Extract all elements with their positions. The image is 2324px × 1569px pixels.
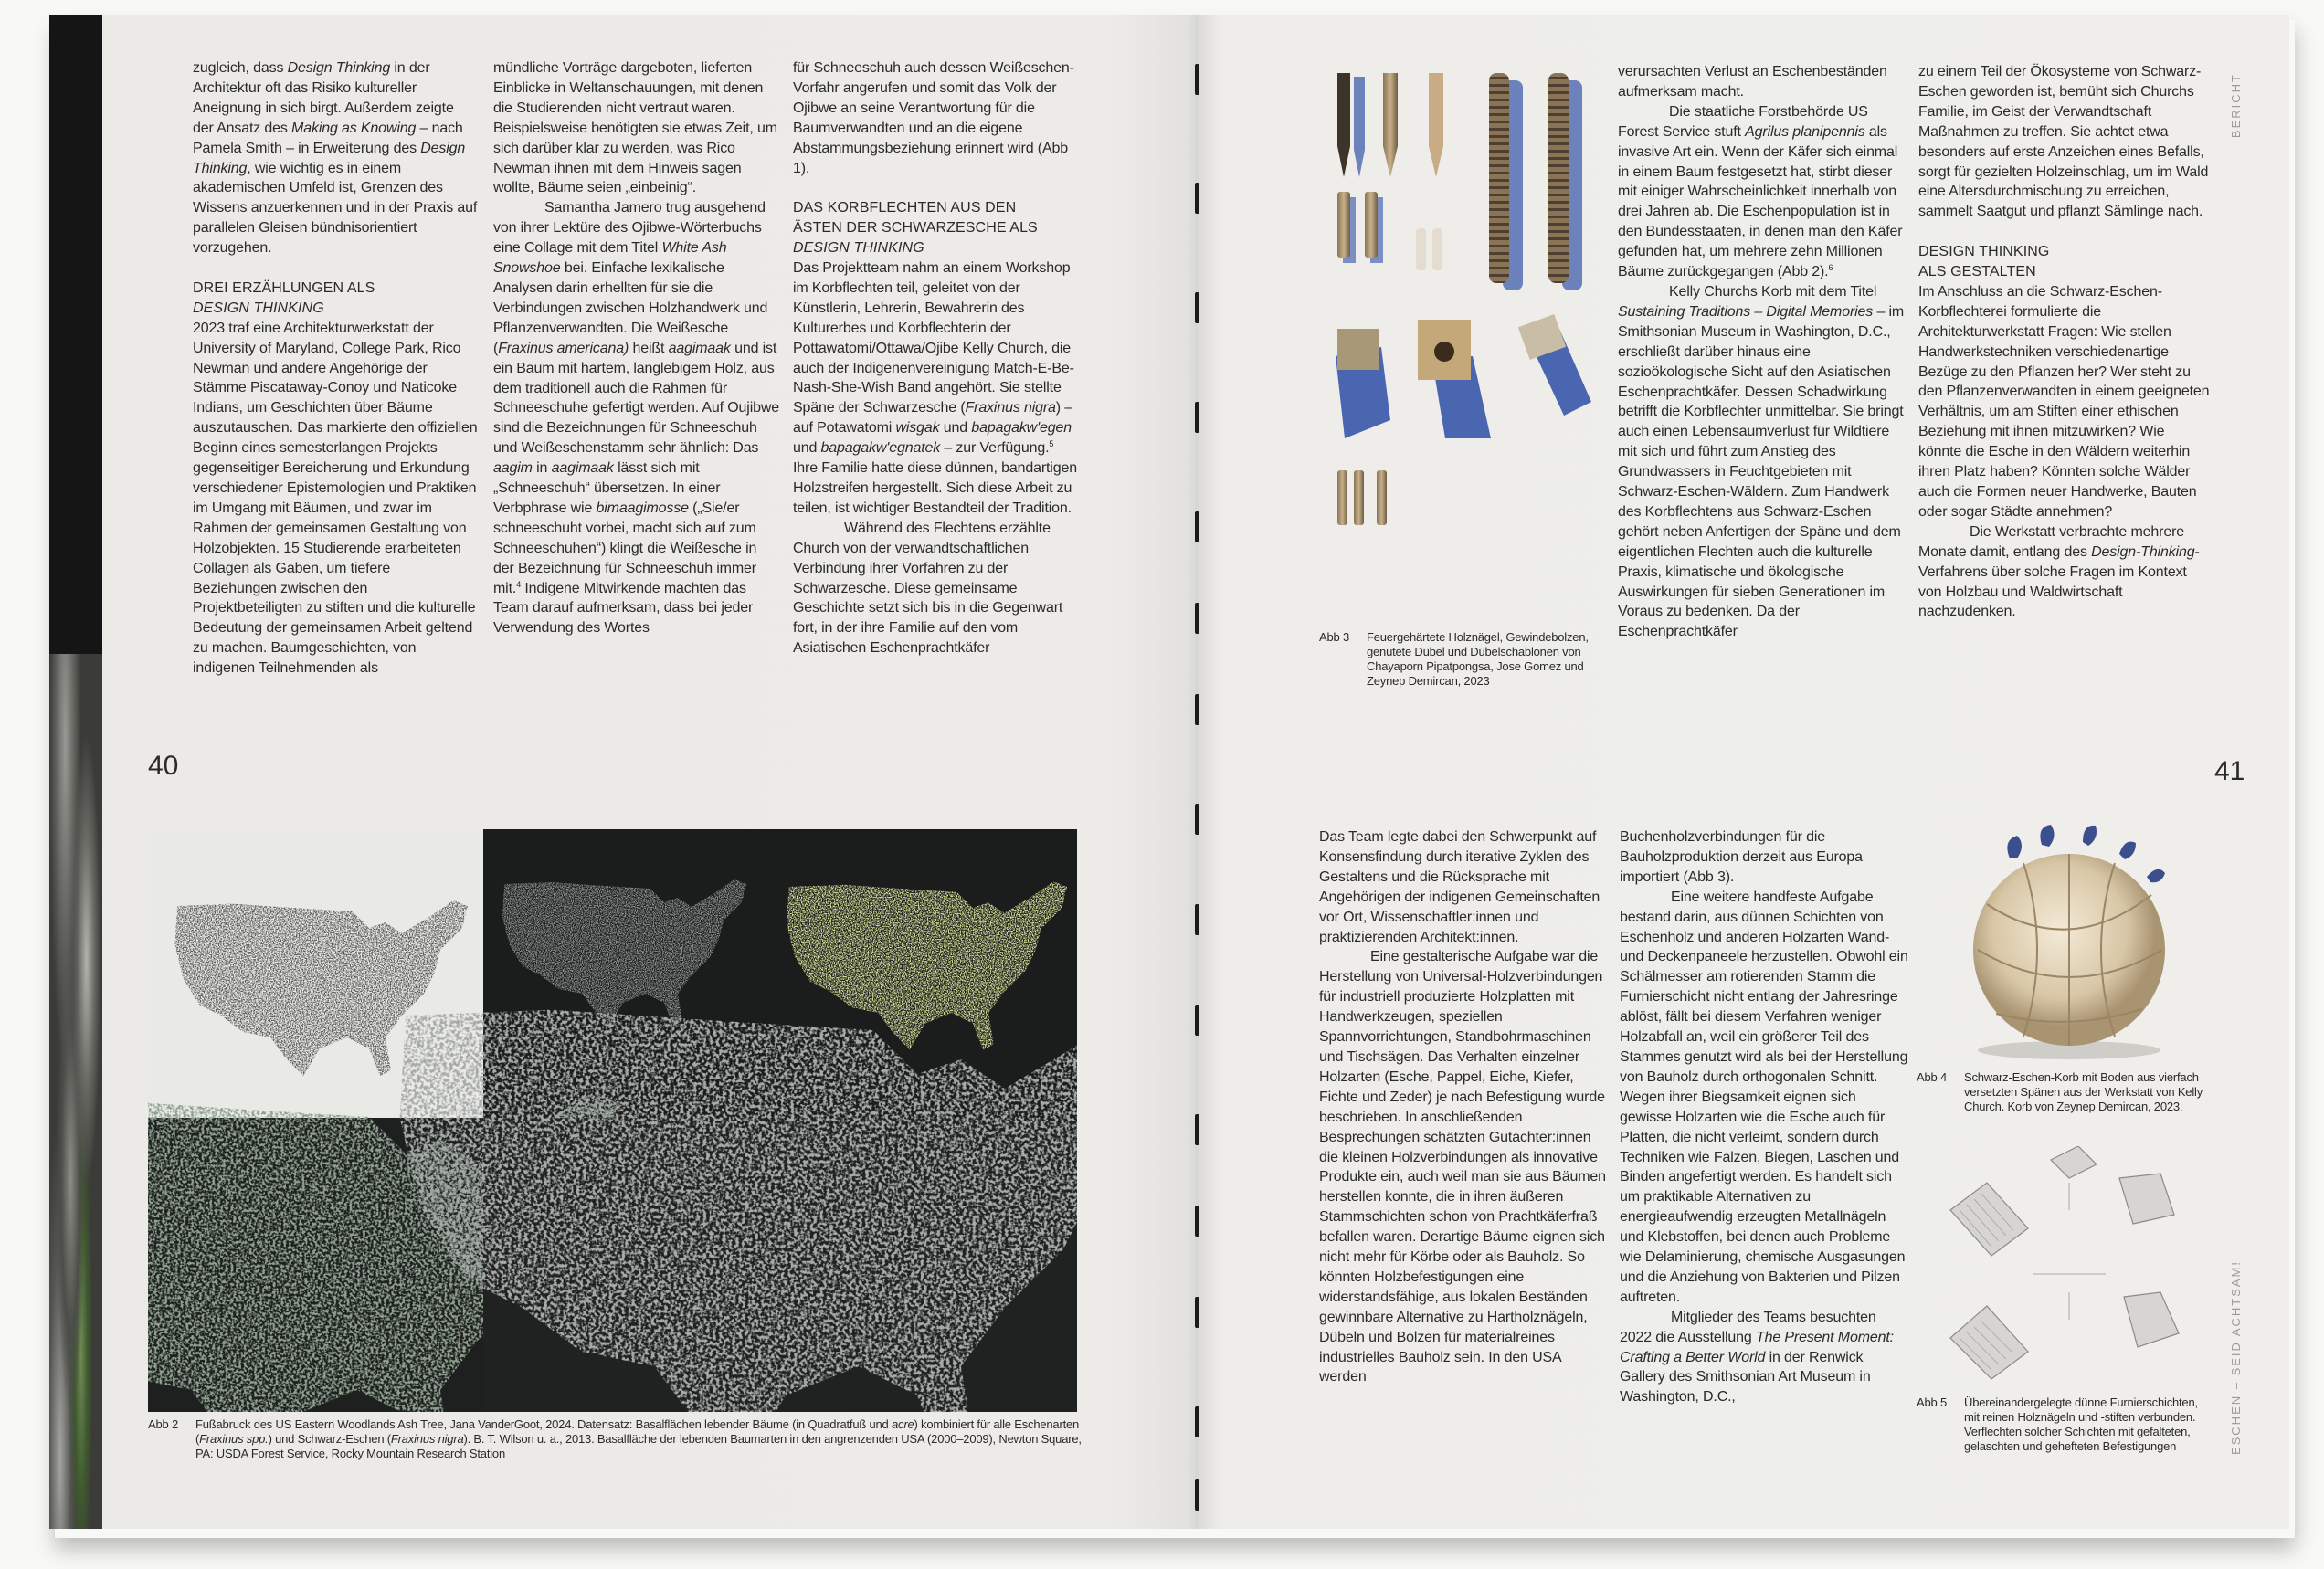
- text-run: Im Anschluss an die Schwarz-Eschen-Korbflechterei formulierte die Architekturwerkstatt Fragen: Wie stellen Handwerkstechniken verschiedenartige Bezüge zu den Pflanzen her? Wer steht zu den Pflanzenverwandten in einem geeigneten Verhältnis, um am Stiften einer ethischen Beziehung mit ihnen mitzuwirken? Wie könnte die Esche in den Wäldern weiterhin ihren Platz haben? Könnten solche Wälder auch die Formen neuer Handwerke, Bauten oder sogar Städte annehmen?: [1918, 283, 2210, 520]
- text-run: DESIGN THINKING: [793, 240, 924, 257]
- text-run: Feuergehärtete Holznägel, Gewindebolzen, genutete Dübel und Dübelschablonen von Chayaporn Pipatpongsa, Jose Gomez und Zeynep Demircan, 2023: [1367, 630, 1589, 688]
- text-run: Fraxinus americana): [498, 340, 629, 356]
- text-run: bapagakw'egnatek: [820, 440, 941, 457]
- rock-photo: [49, 654, 102, 1529]
- text-run: und: [939, 420, 972, 437]
- caption-text: [1964, 1395, 2213, 1454]
- page-number-right: 41: [2214, 756, 2245, 786]
- text-run: zu einem Teil der Ökosysteme von Schwarz-Eschen geworden ist, bemüht sich Churchs Familie, im Geist der Verwandtschaft Maßnahmen zu treffen. Sie achtet etwa besonders auf erste Anzeichen eines Befalls, sorgt für gezielten Holzeinschlag, um im Wald eine Altersdurchmischung zu erreichen, sammelt Saatgut und pflanzt Sämlinge nach.: [1918, 64, 2209, 220]
- text-run: – nach Pamela Smith – in Erweiterung des: [193, 120, 463, 156]
- left-column-3: [793, 58, 1080, 658]
- binding-stitch: [1195, 1114, 1199, 1145]
- text-run: DESIGN THINKING: [1918, 244, 2050, 260]
- text-run: Mitglieder des Teams besuchten 2022 die Ausstellung: [1620, 1309, 1876, 1345]
- text-run: aagim: [493, 460, 533, 477]
- caption-label: Abb 2: [148, 1417, 178, 1431]
- text-run: Agrilus planipennis: [1745, 123, 1865, 140]
- left-column-2: [493, 58, 780, 638]
- veneer-layers-diagram: [1941, 1146, 2206, 1393]
- binding-stitch: [1195, 904, 1199, 935]
- paragraph: [1319, 947, 1610, 1387]
- threaded-bolts: [1489, 73, 1582, 290]
- text-run: Die staatliche Forstbehörde US Forest Service stuft: [1618, 103, 1868, 140]
- text-run: zugleich, dass: [193, 60, 288, 76]
- text-run: Kelly Churchs Korb mit dem Titel: [1669, 283, 1877, 300]
- section-heading: [1918, 242, 2211, 282]
- text-run: in: [532, 460, 552, 477]
- text-run: Samantha Jamero trug ausgehend von ihrer Lektüre des Ojibwe-Wörterbuchs eine Collage mit dem Titel: [493, 200, 766, 257]
- text-run: – im Smithsonian Museum in Washington, D.C., erschließt darüber hinaus eine sozioökologische Sicht auf den Asiatischen Eschenprachtkäfer. Dessen Schadwirkung betrifft die Korbflechter unmittelbar. Sie bringt auch einen Lebensaumverlust für Wildtiere mit sich und führt zum Anstieg des Grundwassers in Feuchtgebieten mit Schwarz-Eschen-Wäldern. Zum Handwerk des Korbflechtens aus Schwarz-Eschen gehört neben Anfertigen der Späne und dem eigentlichen Flechten auch die kulturelle Praxis, klimatische und ökologische Auswirkungen für sieben Generationen im Voraus zu bedenken. Da der Eschenprachtkäfer: [1618, 303, 1905, 640]
- black-ash-basket-photo: [1923, 822, 2206, 1064]
- paragraph: [1620, 1308, 1910, 1408]
- background-rock-edge: [49, 15, 102, 1529]
- text-run: für Schneeschuh auch dessen Weißeschen-Vorfahr angerufen und somit das Volk der Ojibwe an seine Verantwortung für die Baumverwandten und an die eigene Abstammungsbeziehung erinnert wird (Abb 1).: [793, 60, 1074, 176]
- binding-stitch: [1195, 402, 1199, 433]
- text-run: DREI ERZÄHLUNGEN ALS: [193, 279, 375, 296]
- paragraph: [793, 258, 1080, 519]
- text-run: DAS KORBFLECHTEN AUS DEN: [793, 200, 1017, 216]
- paragraph: [1618, 282, 1908, 642]
- text-run: Making as Knowing: [291, 120, 417, 136]
- text-run: bapagakw'egen: [971, 420, 1072, 437]
- text-run: aagimaak: [551, 460, 614, 477]
- caption-abb4: [1917, 1070, 2213, 1114]
- caption-text: [1964, 1070, 2213, 1114]
- text-run: lässt sich mit „Schneeschuh“ übersetzen. In einer Verbphrase wie: [493, 460, 721, 516]
- text-run: („Sie/er schneeschuht vorbei, macht sich auf zum Schneeschuhen“) klingt die Weißesche in der Bezeichnung für Schneeschuh immer mit.: [493, 500, 757, 596]
- right-bottom-column-1: [1319, 827, 1610, 1387]
- text-run: Fraxinus nigra: [390, 1432, 464, 1446]
- paragraph: [1918, 62, 2211, 222]
- caption-abb3: [1319, 630, 1616, 689]
- text-run: bimaagimosse: [596, 500, 689, 516]
- section-heading: [193, 279, 478, 319]
- text-run: Indigene Mitwirkende machten das Team darauf aufmerksam, dass bei jeder Verwendung des Wortes: [493, 580, 754, 637]
- caption-label: Abb 5: [1917, 1395, 1947, 1409]
- paragraph: [1620, 888, 1910, 1308]
- text-run: ) – auf Potawatomi: [793, 400, 1073, 437]
- text-run: ) kombiniert für alle Eschenarten (: [195, 1417, 1080, 1446]
- text-run: und: [793, 440, 821, 457]
- paragraph: [793, 519, 1080, 658]
- text-run: White Ash Snowshoe: [493, 240, 727, 277]
- text-run: als invasive Art ein. Wenn der Käfer sich einmal in einem Baum festgesetzt hat, stirbt dieser mit einiger Wahrscheinlichkeit innerhalb von drei Jahren ab. Die Eschenpopulation ist in den Bundesstaaten, in denen man den Käfer gefunden hat, um mehrere zehn Millionen Bäume zurückgegangen (Abb 2).: [1618, 123, 1903, 280]
- text-run: verursachten Verlust an Eschenbeständen aufmerksam macht.: [1618, 64, 1887, 100]
- binding-stitch: [1195, 64, 1199, 95]
- text-run: Fußabruck des US Eastern Woodlands Ash Tree, Jana VanderGoot, 2024. Datensatz: Basalflächen lebender Bäume (in Quadratfuß und: [195, 1417, 892, 1431]
- binding-stitch: [1195, 1297, 1199, 1328]
- paragraph: [1618, 62, 1908, 102]
- text-run: in der Renwick Gallery des Smithsonian Art Museum in Washington, D.C.,: [1620, 1349, 1871, 1406]
- right-top-column-2: [1918, 62, 2211, 622]
- binding-stitch: [1195, 603, 1199, 634]
- binding-stitch: [1195, 1406, 1199, 1437]
- text-run: und ist ein Baum mit hartem, langlebigem Holz, aus dem traditionell auch die Rahmen für Schneeschuhe gefertigt werden. Auf Oujibwe sind die Bezeichnungen für Schneeschuh und Weißeschenstamm sehr ähnlich: Das: [493, 340, 780, 457]
- caption-label: Abb 3: [1319, 630, 1349, 644]
- paragraph: [1620, 827, 1910, 888]
- text-run: Schwarz-Eschen-Korb mit Boden aus vierfach versetzten Spänen aus der Werkstatt von Kelly Church. Korb von Zeynep Demircan, 2023.: [1964, 1070, 2203, 1113]
- text-run: Design-Thinking: [2091, 543, 2195, 560]
- caption-abb5: [1917, 1395, 2213, 1454]
- footnote-ref: 6: [1828, 263, 1833, 273]
- caption-label: Abb 4: [1917, 1070, 1947, 1084]
- paragraph: [1918, 282, 2211, 522]
- binding-stitch: [1195, 183, 1199, 214]
- page-number-left: 40: [148, 751, 179, 781]
- text-run: ALS GESTALTEN: [1918, 264, 2036, 280]
- text-run: Fraxinus spp.: [199, 1432, 269, 1446]
- text-run: ). B. T. Wilson u. a., 2013. Basalfläche der lebenden Baumarten in den angrenzenden USA (2000–2009), Newton Square, PA: USDA Forest Service, Rocky Mountain Research Station: [195, 1432, 1082, 1460]
- caption-abb2: [148, 1417, 1089, 1461]
- text-run: Übereinandergelegte dünne Furnierschichten, mit reinen Holznägeln und -stiften verbunden. Verflechten solcher Schichten mit gefalteten, gelaschten und gehefteten Befestigungen: [1964, 1395, 2198, 1453]
- grooved-dowels: [1337, 192, 1442, 270]
- text-run: ) und Schwarz-Eschen (: [268, 1432, 391, 1446]
- text-run: in der Architektur oft das Risiko kultureller Aneignung in sich birgt. Außerdem zeigte der Ansatz des: [193, 60, 454, 136]
- text-run: Das Projektteam nahm an einem Workshop im Korbflechten teil, geleitet von der Künstlerin, Lehrerin, Bewahrerin des Kulturerbes und Korbflechterin der Pottawatomi/Ottawa/Ojibe Kelly Church, die auch der Indigenenvereinigung Match-E-Be-Nash-She-Wish Band angehört. Sie stellte Späne der Schwarzesche (: [793, 260, 1074, 416]
- text-run: Design Thinking: [193, 140, 466, 176]
- text-run: Buchenholzverbindungen für die Bauholzproduktion derzeit aus Europa importiert (Abb 3).: [1620, 829, 1863, 885]
- right-bottom-column-2: [1620, 827, 1910, 1407]
- text-run: , wie wichtig es in einem akademischen Umfeld ist, Grenzen des Wissens anzuerkennen und in der Praxis auf parallelen Gleisen bündnisorientiert vorzugehen.: [193, 160, 478, 257]
- ash-tree-map-collage: [148, 829, 1077, 1412]
- binding-stitch: [1195, 694, 1199, 725]
- text-run: – zur Verfügung.: [940, 440, 1050, 457]
- right-top-column-1: [1618, 62, 1908, 642]
- caption-text: [195, 1417, 1089, 1461]
- text-run: Sustaining Traditions – Digital Memories: [1618, 303, 1874, 320]
- text-run: Design Thinking: [287, 60, 391, 76]
- fire-hardened-nails: [1337, 73, 1443, 177]
- running-title: ESCHEN – SEID ACHTSAM!: [2229, 1260, 2243, 1456]
- text-run: wisgak: [895, 420, 940, 437]
- binding-stitch: [1195, 1206, 1199, 1237]
- binding-stitch: [1195, 1005, 1199, 1036]
- section-heading: [793, 198, 1080, 258]
- text-run: -Verfahrens über solche Fragen im Kontext von Holzbau und Waldwirtschaft nachzudenken.: [1918, 543, 2200, 620]
- text-run: Fraxinus nigra: [965, 400, 1056, 416]
- text-run: aagimaak: [668, 340, 731, 356]
- text-run: Ihre Familie hatte diese dünnen, bandartigen Holzstreifen hergestellt. Sich diese Arbeit zu teilen, ist wichtiger Bestandteil der Tradition.: [793, 460, 1077, 516]
- text-run: Während des Flechtens erzählte Church von der verwandtschaftlichen Verbindung ihrer Vorfahren zu der Schwarzesche. Diese gemeinsame Geschichte setzt sich bis in die Gegenwart fort, in der ihre Familie auf den vom Asiatischen Eschenprachtkäfer: [793, 520, 1063, 657]
- text-run: Das Team legte dabei den Schwerpunkt auf Konsensfindung durch iterative Zyklen des Gestaltens und die Rücksprache mit Angehörigen der indigenen Gemeinschaften vor Ort, Wissenschaftler:innen und praktizierenden Architekt:innen.: [1319, 829, 1600, 945]
- dowels-bottom: [1337, 470, 1387, 525]
- text-run: ÄSTEN DER SCHWARZESCHE ALS: [793, 220, 1038, 237]
- paragraph: [493, 58, 780, 198]
- text-run: mündliche Vorträge dargeboten, lieferten Einblicke in Weltanschauungen, mit denen die Studierenden nicht vertraut waren. Beispielsweise benötigten sie etwas Zeit, um sich darüber klar zu werden, was Rico Newman ihnen mit dem Hinweis sagen wollte, Bäume seien „einbeinig“.: [493, 60, 777, 196]
- binding-stitch: [1195, 804, 1199, 835]
- wooden-fasteners-photo: [1326, 55, 1591, 621]
- section-label: BERICHT: [2229, 73, 2243, 139]
- text-run: Eine weitere handfeste Aufgabe bestand darin, aus dünnen Schichten von Eschenholz und anderen Holzarten Wand- und Deckenpaneele herzustellen. Obwohl ein Schälmesser am rotierenden Stamm die Furnierschicht nicht entlang der Jahresringe ablöst, fällt bei diesem Verfahren weniger Holzabfall an, weil ein größerer Teil des Stammes genutzt wird als bei der Herstellung von Bauholz durch orthogonalen Schnitt. Wegen ihrer Biegsamkeit eignen sich gewisse Holzarten wie die Esche auch für Platten, die nicht verleimt, sondern durch Techniken wie Falzen, Biegen, Laschen und Binden angefertigt werden. Es handelt sich um praktikable Alternativen zu energieaufwendig erzeugten Metallnägeln und Klebstoffen, bei denen auch Probleme wie Delaminierung, chemische Ausgasungen und die Anziehung von Bakterien und Pilzen auftreten.: [1620, 889, 1908, 1305]
- text-run: Eine gestalterische Aufgabe war die Herstellung von Universal-Holzverbindungen für industriell produzierte Holzplatten mit Handwerkzeugen, speziellen Spannvorrichtungen, Standbohrmaschinen und Tischsägen. Das Verhalten einzelner Holzarten (Esche, Pappel, Eiche, Kiefer, Fichte und Zeder) je nach Befestigung wurde beschrieben. In anschließenden Besprechungen schätzten Gutachter:innen die kleinen Holzverbindungen als innovative Produkte ein, auch weil man sie aus Bäumen herstellen konnte, die in ihren äußeren Stammschichten schon von Prachtkäferfraß befallen waren. Derartige Bäume eignen sich nicht mehr für Körbe oder als Bauholz. So könnten Holzbefestigungen eine widerstandsfähige, aus lokalen Beständen gewinnbare Alternative zu Hartholznägeln, Dübeln und Bolzen für materialreines industrielles Bauholz sein. In den USA werden: [1319, 949, 1606, 1385]
- text-run: 2023 traf eine Architekturwerkstatt der University of Maryland, College Park, Rico Newman und andere Angehörige der Stämme Piscataway-Conoy und Naticoke Indians, um Geschichten über Bäume auszutauschen. Das markierte den offiziellen Beginn eines semesterlangen Projekts gegenseitiger Bereicherung und Erkundung verschiedener Epistemologien und Praktiken im Umgang mit Bäumen, und zwar im Rahmen der gemeinsamen Gestaltung von Holzobjekten. 15 Studierende erarbeiteten Collagen als Gaben, um tiefere Beziehungen zwischen den Projektbeteiligten zu stiften und die kulturelle Bedeutung der gemeinsamen Arbeit geltend zu machen. Baumgeschichten, von indigenen Teilnehmenden als: [193, 320, 478, 677]
- dowel-templates: [1336, 314, 1591, 438]
- binding-stitch: [1195, 292, 1199, 323]
- left-column-1: [193, 58, 478, 679]
- paragraph: [493, 198, 780, 638]
- paragraph: [193, 319, 478, 679]
- paragraph: [193, 58, 478, 258]
- footnote-ref: 4: [516, 579, 522, 589]
- paragraph: [1918, 522, 2211, 623]
- caption-text: [1367, 630, 1616, 689]
- text-run: DESIGN THINKING: [193, 300, 324, 316]
- paragraph: [793, 58, 1080, 178]
- binding-stitch: [1195, 511, 1199, 542]
- footnote-ref: 5: [1049, 439, 1054, 449]
- text-run: heißt: [629, 340, 669, 356]
- text-run: bei. Einfache lexikalische Analysen darin erhellten für sie die Verbindungen zwischen Holzhandwerk und Pflanzenverwandten. Die Weißesche (: [493, 260, 768, 356]
- paragraph: [1618, 102, 1908, 282]
- binding-stitch: [1195, 1479, 1199, 1511]
- text-run: Die Werkstatt verbrachte mehrere Monate damit, entlang des: [1918, 523, 2184, 560]
- text-run: The Present Moment: Crafting a Better World: [1620, 1329, 1894, 1365]
- text-run: acre: [892, 1417, 914, 1431]
- paragraph: [1319, 827, 1610, 947]
